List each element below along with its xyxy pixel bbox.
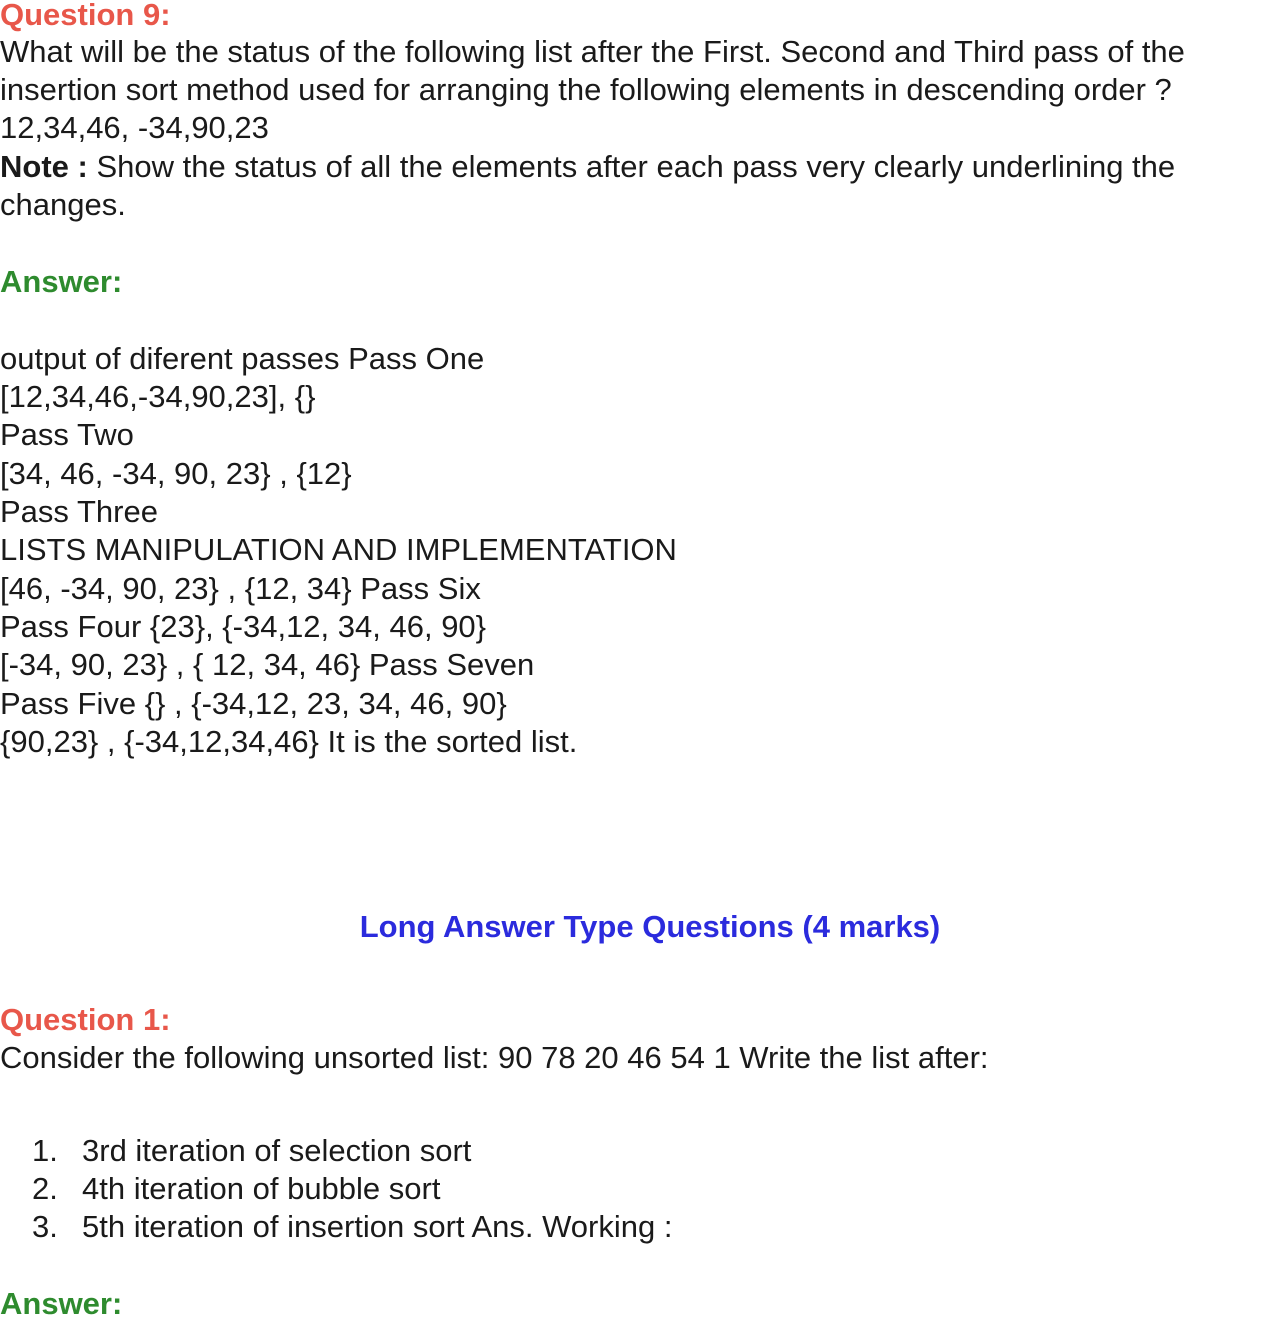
list-item-number: 2. — [32, 1171, 58, 1206]
list-item — [32, 1170, 440, 1208]
answer-9-line: Pass Three — [0, 494, 158, 529]
section-heading: Long Answer Type Questions (4 marks) — [359, 909, 941, 944]
question-9-text-line-2: insertion sort method used for arranging the following elements in descending order ? — [0, 72, 1172, 107]
question-9-heading: Question 9: — [0, 0, 171, 32]
answer-9-line: Pass Four {23}, {-34,12, 34, 46, 90} — [0, 609, 487, 644]
answer-9-line: [12,34,46,-34,90,23], {} — [0, 379, 316, 414]
answer-9-heading: Answer: — [0, 264, 123, 299]
question-1-heading: Question 1: — [0, 1002, 171, 1037]
answer-9-line: output of diferent passes Pass One — [0, 341, 485, 376]
note-label: Note : — [0, 149, 88, 184]
answer-9-line: [34, 46, -34, 90, 23} , {12} — [0, 456, 352, 491]
list-item-text: 4th iteration of bubble sort — [82, 1171, 441, 1206]
answer-9-line: [-34, 90, 23} , { 12, 34, 46} Pass Seven — [0, 647, 535, 682]
question-9-note — [0, 148, 1175, 186]
question-9-note-continued: changes. — [0, 187, 126, 222]
answer-9-line: {90,23} , {-34,12,34,46} It is the sorted list. — [0, 724, 578, 759]
answer-9-line: [46, -34, 90, 23} , {12, 34} Pass Six — [0, 571, 481, 606]
answer-9-line: LISTS MANIPULATION AND IMPLEMENTATION — [0, 532, 677, 567]
list-item-number: 1. — [32, 1133, 58, 1168]
answer-1-heading: Answer: — [0, 1286, 123, 1321]
question-9-text-line-1: What will be the status of the following list after the First. Second and Third pass of the — [0, 34, 1185, 69]
list-item-number: 3. — [32, 1209, 58, 1244]
question-9-text-line-3: 12,34,46, -34,90,23 — [0, 110, 269, 145]
list-item-text: 5th iteration of insertion sort Ans. Working : — [82, 1209, 673, 1244]
list-item — [32, 1132, 471, 1170]
list-item — [32, 1208, 672, 1246]
question-1-text: Consider the following unsorted list: 90 78 20 46 54 1 Write the list after: — [0, 1040, 989, 1075]
note-text: Show the status of all the elements after each pass very clearly underlining the — [87, 149, 1176, 184]
list-item-text: 3rd iteration of selection sort — [82, 1133, 472, 1168]
answer-9-line: Pass Two — [0, 417, 134, 452]
answer-9-line: Pass Five {} , {-34,12, 23, 34, 46, 90} — [0, 686, 507, 721]
